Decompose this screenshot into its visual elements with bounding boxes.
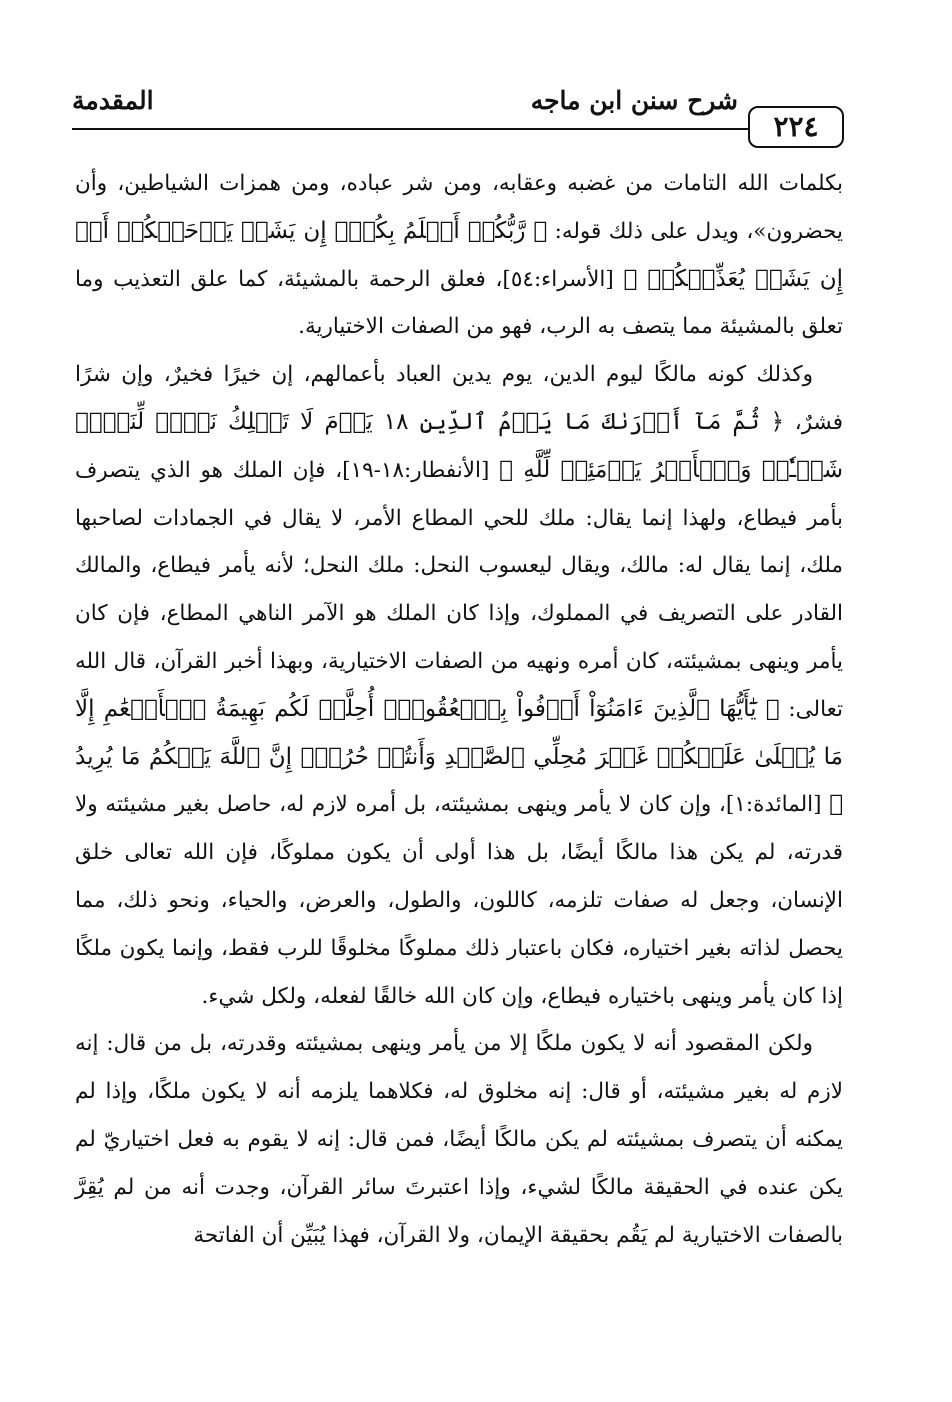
paragraph-3 bbox=[75, 1020, 843, 1259]
paragraph-2 bbox=[75, 351, 843, 1020]
book-title: شرح سنن ابن ماجه bbox=[530, 86, 738, 115]
page-number: ٢٢٤ bbox=[748, 106, 844, 148]
text-run: [المائدة:١]، وإن كان لا يأمر وينهى بمشيئته، بل أمره لازم له، حاصل بغير مشيئته ولا قدرته، لم يكن هذا مالكًا أيضًا، بل هذا أولى أن يكون مملوكًا، فإن الله تعالى خلق الإنسان، وجعل له صفات تلزمه، كاللون، والطول، والعرض، والحياء، ونحو ذلك، مما يحصل لذاته بغير اختياره، فكان باعتبار ذلك مملوكًا مخلوقًا للرب فقط، وإنما يكون ملكًا إذا كان يأمر وينهى باختياره فيطاع، وإن كان الله خالقًا لفعله، ولكل شيء. bbox=[75, 792, 844, 1009]
page-body bbox=[75, 160, 843, 1259]
section-title: المقدمة bbox=[72, 86, 154, 115]
text-run: [الأسراء:٥٤]، فعلق الرحمة بالمشيئة، كما علق التعذيب وما تعلق بالمشيئة مما يتصف به الرب، فهو من الصفات الاختيارية. bbox=[75, 266, 843, 340]
quran-verse: ﴿ يَٰٓأَيُّهَا ٱلَّذِينَ ءَامَنُوٓاْ أَوۡفُواْ بِٱلۡعُقُودِۚ أُحِلَّتۡ لَكُم بَهِيمَةُ ٱلۡأَنۡعَٰمِ إِلَّا مَا يُتۡلَىٰ عَلَيۡكُمۡ غَيۡرَ مُحِلِّي ٱلصَّيۡدِ وَأَنتُمۡ حُرُمٌۗ إِنَّ ٱللَّهَ يَحۡكُمُ مَا يُرِيدُ ﴾ bbox=[75, 695, 843, 818]
text-run: بكلمات الله التامات من غضبه وعقابه، ومن شر عباده، ومن همزات الشياطين، وأن يحضرون»، ويدل على ذلك قوله: bbox=[75, 171, 843, 244]
quran-verse: ﴿ رَّبُّكُمۡ أَعۡلَمُ بِكُمۡۖ إِن يَشَأۡ يَرۡحَمۡكُمۡ أَوۡ إِن يَشَأۡ يُعَذِّبۡكُمۡ ﴾ bbox=[75, 217, 843, 292]
text-run: ولكن المقصود أنه لا يكون ملكًا إلا من يأمر وينهى بمشيئته وقدرته، بل من قال: إنه لازم له بغير مشيئته، أو قال: إنه مخلوق له، فكلاهما يلزمه أنه لا يكون ملكًا، وإذا لم يمكنه أن يتصرف بمشيئته لم يكن مالكًا أيضًا، فمن قال: إنه لا يقوم به فعل اختياريّ لم يكن عنده في الحقيقة مالكًا لشيء، وإذا اعتبرتَ سائر القرآن، وجدت أنه من لم يُقِرَّ بالصفات الاختيارية لم يَقُم بحقيقة الإيمان، ولا القرآن، فهذا يُبَيِّن أن الفاتحة bbox=[75, 1031, 843, 1248]
page-header bbox=[72, 84, 848, 144]
paragraph-1 bbox=[75, 160, 843, 351]
text-run: [الأنفطار:١٨-١٩]، فإن الملك هو الذي يتصرف بأمر فيطاع، ولهذا إنما يقال: ملك للحي المطاع الأمر، لا يقال في الجمادات لصاحبها ملك، إنما يقال له: مالك، ويقال ليعسوب النحل: ملك النحل؛ لأنه يأمر فيطاع، والمالك القادر على التصريف في المملوك، وإذا كان الملك هو الآمر الناهي المطاع، فإن كان يأمر وينهى بمشيئته، كان أمره ونهيه من الصفات الاختيارية، وبهذا أخبر القرآن، قال الله تعالى: bbox=[75, 457, 843, 722]
header-rule bbox=[72, 128, 796, 130]
quran-verse: ﴿ ثُمَّ مَآ أَدۡرَىٰكَ مَا يَوۡمُ ٱلدِّينِ ١٨ يَوۡمَ لَا تَمۡلِكُ نَفۡسٞ لِّنَفۡسٖ شَيۡـٔٗاۖ وَٱلۡأَمۡرُ يَوۡمَئِذٖ لِّلَّهِ ﴾ bbox=[75, 408, 844, 483]
text-run: وكذلك كونه مالكًا ليوم الدين، يوم يدين العباد بأعمالهم، إن خيرًا فخيرٌ، وإن شرًا فشرٌ، bbox=[75, 362, 844, 435]
